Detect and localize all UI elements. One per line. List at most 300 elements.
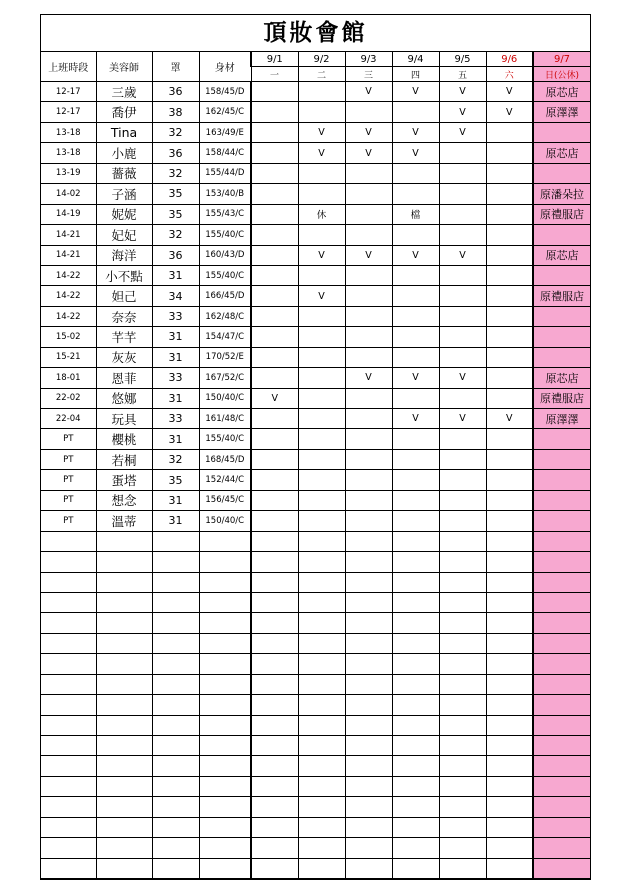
empty-cell [298, 776, 345, 796]
empty-cell [152, 695, 199, 715]
size-cell: 32 [152, 163, 199, 183]
table-row [41, 511, 590, 531]
day-mark-cell [251, 265, 298, 285]
empty-cell [152, 552, 199, 572]
empty-cell [152, 613, 199, 633]
empty-row [41, 531, 590, 551]
empty-cell [96, 776, 152, 796]
day-mark-cell [486, 470, 533, 490]
empty-row [41, 592, 590, 612]
empty-cell [439, 592, 486, 612]
table-row [41, 347, 590, 367]
empty-cell [533, 715, 590, 735]
sunday-note-cell: 原芯店 [533, 245, 590, 265]
empty-cell [486, 654, 533, 674]
empty-cell [345, 776, 392, 796]
empty-cell [533, 552, 590, 572]
table-row [41, 225, 590, 245]
day-mark-cell [251, 184, 298, 204]
empty-cell [533, 654, 590, 674]
empty-cell [199, 858, 251, 878]
empty-cell [345, 817, 392, 837]
empty-cell [152, 572, 199, 592]
empty-cell [41, 838, 96, 858]
day-mark-cell: V [439, 102, 486, 122]
day-mark-cell [251, 163, 298, 183]
empty-row [41, 715, 590, 735]
day-mark-cell [251, 347, 298, 367]
sunday-note-cell [533, 429, 590, 449]
stylist-name-cell: 溫蒂 [96, 511, 152, 531]
empty-cell [251, 736, 298, 756]
empty-cell [533, 776, 590, 796]
day-mark-cell [486, 163, 533, 183]
body-cell: 153/40/B [199, 184, 251, 204]
empty-cell [199, 797, 251, 817]
table-row [41, 245, 590, 265]
body-cell: 154/47/C [199, 327, 251, 347]
table-row [41, 429, 590, 449]
shift-cell: 13-18 [41, 143, 96, 163]
empty-cell [199, 654, 251, 674]
empty-cell [486, 572, 533, 592]
shift-cell: 12-17 [41, 102, 96, 122]
day-mark-cell: V [345, 143, 392, 163]
sunday-note-cell [533, 327, 590, 347]
empty-cell [298, 592, 345, 612]
empty-cell [251, 715, 298, 735]
empty-row [41, 797, 590, 817]
body-cell: 158/45/D [199, 82, 251, 102]
day-mark-cell [439, 163, 486, 183]
empty-cell [439, 817, 486, 837]
empty-cell [486, 633, 533, 653]
size-cell: 31 [152, 347, 199, 367]
day-mark-cell [345, 490, 392, 510]
empty-cell [251, 592, 298, 612]
body-cell: 155/43/C [199, 204, 251, 224]
day-mark-cell [251, 225, 298, 245]
body-cell: 166/45/D [199, 286, 251, 306]
empty-cell [298, 552, 345, 572]
sunday-note-cell [533, 225, 590, 245]
body-cell: 150/40/C [199, 388, 251, 408]
day-mark-cell: V [298, 143, 345, 163]
day-mark-cell [486, 490, 533, 510]
empty-cell [392, 674, 439, 694]
empty-row [41, 674, 590, 694]
empty-cell [251, 572, 298, 592]
empty-row [41, 858, 590, 878]
header-weekday: 三 [345, 67, 392, 82]
empty-cell [41, 695, 96, 715]
empty-cell [199, 776, 251, 796]
day-mark-cell [251, 122, 298, 142]
shift-cell: 14-21 [41, 245, 96, 265]
shift-cell: 15-02 [41, 327, 96, 347]
day-mark-cell: V [392, 82, 439, 102]
empty-cell [533, 858, 590, 878]
empty-cell [392, 817, 439, 837]
empty-cell [41, 736, 96, 756]
empty-cell [533, 633, 590, 653]
day-mark-cell [345, 163, 392, 183]
shift-cell: 13-19 [41, 163, 96, 183]
table-row [41, 306, 590, 326]
empty-cell [251, 613, 298, 633]
empty-cell [486, 838, 533, 858]
day-mark-cell [298, 184, 345, 204]
empty-cell [251, 838, 298, 858]
empty-cell [96, 592, 152, 612]
day-mark-cell: V [392, 143, 439, 163]
empty-cell [533, 797, 590, 817]
empty-cell [439, 776, 486, 796]
empty-cell [96, 633, 152, 653]
day-mark-cell [298, 225, 345, 245]
day-mark-cell [298, 265, 345, 285]
empty-cell [152, 674, 199, 694]
sunday-note-cell: 原禮服店 [533, 286, 590, 306]
empty-cell [298, 695, 345, 715]
empty-cell [152, 797, 199, 817]
empty-cell [298, 797, 345, 817]
empty-cell [533, 695, 590, 715]
day-mark-cell [345, 449, 392, 469]
shift-cell: 15-21 [41, 347, 96, 367]
empty-cell [439, 674, 486, 694]
empty-cell [439, 756, 486, 776]
day-mark-cell [392, 225, 439, 245]
size-cell: 32 [152, 449, 199, 469]
empty-cell [298, 674, 345, 694]
day-mark-cell [345, 327, 392, 347]
day-mark-cell [345, 409, 392, 429]
empty-cell [533, 736, 590, 756]
stylist-name-cell: 喬伊 [96, 102, 152, 122]
empty-cell [298, 736, 345, 756]
sunday-note-cell: 原澤澤 [533, 409, 590, 429]
empty-cell [439, 797, 486, 817]
day-mark-cell [345, 102, 392, 122]
table-row [41, 449, 590, 469]
table-row [41, 204, 590, 224]
header-weekday: 一 [251, 67, 298, 82]
empty-cell [486, 613, 533, 633]
empty-cell [41, 858, 96, 878]
day-mark-cell [439, 225, 486, 245]
body-cell: 162/48/C [199, 306, 251, 326]
day-mark-cell: V [345, 245, 392, 265]
header-date: 9/4 [392, 52, 439, 67]
sunday-note-cell: 原禮服店 [533, 388, 590, 408]
shift-cell: PT [41, 429, 96, 449]
size-cell: 32 [152, 225, 199, 245]
empty-cell [152, 654, 199, 674]
day-mark-cell [345, 470, 392, 490]
empty-cell [486, 756, 533, 776]
day-mark-cell [345, 388, 392, 408]
empty-cell [345, 654, 392, 674]
empty-row [41, 654, 590, 674]
empty-cell [96, 838, 152, 858]
empty-cell [41, 756, 96, 776]
empty-cell [96, 756, 152, 776]
day-mark-cell [251, 143, 298, 163]
empty-cell [486, 817, 533, 837]
day-mark-cell [345, 225, 392, 245]
empty-row [41, 736, 590, 756]
day-mark-cell: V [392, 245, 439, 265]
empty-cell [345, 838, 392, 858]
stylist-name-cell: 蛋塔 [96, 470, 152, 490]
empty-cell [486, 531, 533, 551]
empty-cell [298, 572, 345, 592]
day-mark-cell [439, 511, 486, 531]
empty-row [41, 776, 590, 796]
day-mark-cell [486, 184, 533, 204]
stylist-name-cell: 恩菲 [96, 368, 152, 388]
empty-cell [298, 613, 345, 633]
empty-cell [298, 817, 345, 837]
table-row [41, 143, 590, 163]
size-cell: 36 [152, 245, 199, 265]
stylist-name-cell: 妲己 [96, 286, 152, 306]
day-mark-cell [251, 204, 298, 224]
day-mark-cell [298, 327, 345, 347]
shift-cell: 22-04 [41, 409, 96, 429]
empty-cell [345, 592, 392, 612]
day-mark-cell [486, 327, 533, 347]
empty-cell [486, 736, 533, 756]
size-cell: 32 [152, 122, 199, 142]
stylist-name-cell: 櫻桃 [96, 429, 152, 449]
day-mark-cell [439, 204, 486, 224]
day-mark-cell: V [392, 122, 439, 142]
day-mark-cell [486, 286, 533, 306]
empty-cell [298, 756, 345, 776]
sunday-note-cell: 原芯店 [533, 143, 590, 163]
empty-cell [392, 531, 439, 551]
empty-cell [152, 776, 199, 796]
day-mark-cell [251, 429, 298, 449]
shift-cell: 14-02 [41, 184, 96, 204]
empty-cell [533, 572, 590, 592]
empty-cell [486, 592, 533, 612]
header-stylist: 美容師 [96, 52, 152, 82]
empty-cell [152, 838, 199, 858]
sunday-note-cell [533, 511, 590, 531]
day-mark-cell [392, 388, 439, 408]
empty-cell [345, 572, 392, 592]
empty-cell [41, 715, 96, 735]
day-mark-cell [439, 490, 486, 510]
stylist-name-cell: 灰灰 [96, 347, 152, 367]
day-mark-cell [392, 265, 439, 285]
schedule-sheet [40, 14, 591, 880]
header-weekday: 五 [439, 67, 486, 82]
header-size: 罩 [152, 52, 199, 82]
empty-cell [152, 531, 199, 551]
table-row [41, 470, 590, 490]
empty-cell [251, 858, 298, 878]
empty-cell [392, 776, 439, 796]
empty-cell [96, 797, 152, 817]
empty-cell [486, 858, 533, 878]
shift-cell: 14-22 [41, 286, 96, 306]
empty-cell [439, 838, 486, 858]
day-mark-cell [298, 409, 345, 429]
header-shift: 上班時段 [41, 52, 96, 82]
empty-cell [439, 695, 486, 715]
header-date: 9/6 [486, 52, 533, 67]
day-mark-cell: V [439, 122, 486, 142]
empty-cell [392, 654, 439, 674]
schedule-table [41, 52, 590, 879]
size-cell: 31 [152, 490, 199, 510]
empty-cell [439, 633, 486, 653]
day-mark-cell [486, 449, 533, 469]
day-mark-cell: V [345, 368, 392, 388]
empty-cell [345, 756, 392, 776]
empty-cell [96, 817, 152, 837]
day-mark-cell: 休 [298, 204, 345, 224]
empty-cell [251, 633, 298, 653]
day-mark-cell [298, 82, 345, 102]
empty-cell [439, 858, 486, 878]
day-mark-cell [439, 347, 486, 367]
day-mark-cell [439, 184, 486, 204]
empty-cell [392, 552, 439, 572]
empty-cell [392, 838, 439, 858]
day-mark-cell: V [439, 245, 486, 265]
stylist-name-cell: 若桐 [96, 449, 152, 469]
stylist-name-cell: 芊芊 [96, 327, 152, 347]
empty-cell [199, 613, 251, 633]
day-mark-cell [298, 306, 345, 326]
header-date: 9/1 [251, 52, 298, 67]
day-mark-cell [486, 388, 533, 408]
empty-cell [251, 531, 298, 551]
day-mark-cell [486, 143, 533, 163]
header-date: 9/5 [439, 52, 486, 67]
day-mark-cell [345, 265, 392, 285]
empty-cell [251, 797, 298, 817]
day-mark-cell: V [439, 368, 486, 388]
empty-cell [41, 633, 96, 653]
sunday-note-cell [533, 470, 590, 490]
empty-cell [392, 756, 439, 776]
day-mark-cell [345, 286, 392, 306]
day-mark-cell: V [298, 122, 345, 142]
header-date: 9/3 [345, 52, 392, 67]
day-mark-cell [298, 347, 345, 367]
body-cell: 155/40/C [199, 265, 251, 285]
empty-cell [533, 674, 590, 694]
header-body: 身材 [199, 52, 251, 82]
empty-cell [533, 817, 590, 837]
table-row [41, 409, 590, 429]
day-mark-cell: V [439, 82, 486, 102]
day-mark-cell [392, 306, 439, 326]
body-cell: 162/45/C [199, 102, 251, 122]
header-weekday: 日(公休) [533, 67, 590, 82]
sunday-note-cell [533, 347, 590, 367]
body-cell: 155/44/D [199, 163, 251, 183]
body-cell: 163/49/E [199, 122, 251, 142]
empty-cell [152, 633, 199, 653]
empty-cell [486, 776, 533, 796]
day-mark-cell [251, 327, 298, 347]
empty-cell [41, 817, 96, 837]
sunday-note-cell: 原禮服店 [533, 204, 590, 224]
empty-cell [41, 797, 96, 817]
empty-cell [345, 736, 392, 756]
day-mark-cell [392, 449, 439, 469]
empty-cell [199, 756, 251, 776]
day-mark-cell [392, 347, 439, 367]
empty-cell [533, 531, 590, 551]
empty-cell [96, 715, 152, 735]
empty-row [41, 695, 590, 715]
day-mark-cell [486, 511, 533, 531]
empty-cell [392, 736, 439, 756]
sunday-note-cell [533, 490, 590, 510]
empty-cell [439, 715, 486, 735]
empty-cell [251, 817, 298, 837]
empty-cell [439, 552, 486, 572]
empty-cell [96, 654, 152, 674]
size-cell: 31 [152, 511, 199, 531]
header-row [41, 52, 590, 67]
body-cell: 155/40/C [199, 225, 251, 245]
size-cell: 35 [152, 470, 199, 490]
shift-cell: 18-01 [41, 368, 96, 388]
day-mark-cell [251, 245, 298, 265]
stylist-name-cell: 小鹿 [96, 143, 152, 163]
empty-cell [345, 531, 392, 551]
stylist-name-cell: 妮妮 [96, 204, 152, 224]
empty-row [41, 838, 590, 858]
empty-cell [392, 572, 439, 592]
shift-cell: 14-21 [41, 225, 96, 245]
empty-cell [345, 633, 392, 653]
day-mark-cell [439, 143, 486, 163]
empty-cell [251, 654, 298, 674]
day-mark-cell [486, 265, 533, 285]
empty-cell [152, 736, 199, 756]
day-mark-cell [439, 306, 486, 326]
day-mark-cell [298, 511, 345, 531]
day-mark-cell [251, 490, 298, 510]
empty-cell [152, 715, 199, 735]
empty-cell [199, 715, 251, 735]
sunday-note-cell: 原芯店 [533, 82, 590, 102]
day-mark-cell [345, 511, 392, 531]
empty-cell [439, 654, 486, 674]
body-cell: 152/44/C [199, 470, 251, 490]
empty-cell [152, 756, 199, 776]
table-row [41, 368, 590, 388]
day-mark-cell [345, 306, 392, 326]
table-row [41, 327, 590, 347]
body-cell: 161/48/C [199, 409, 251, 429]
empty-cell [392, 695, 439, 715]
sheet-title: 頂妝會館 [41, 15, 590, 52]
size-cell: 31 [152, 388, 199, 408]
empty-cell [533, 592, 590, 612]
empty-cell [345, 715, 392, 735]
